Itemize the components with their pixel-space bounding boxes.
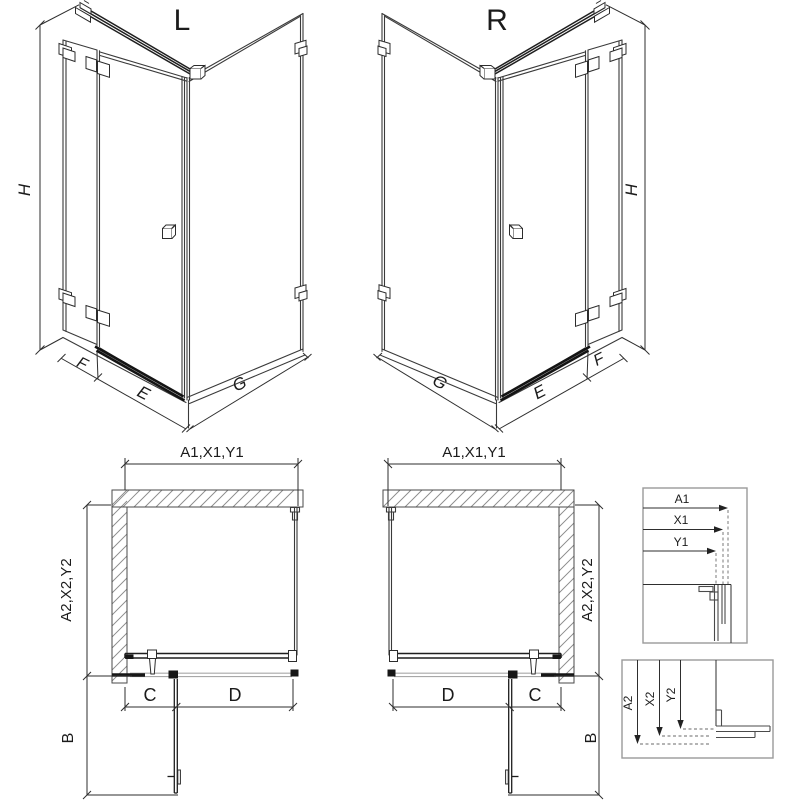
height-dim-label-right: H xyxy=(622,183,641,197)
plan-right-width-label: A1,X1,Y1 xyxy=(442,444,506,461)
plan-left-d-label: D xyxy=(228,685,242,705)
detail-x2-label: X2 xyxy=(643,691,657,707)
side-panel-dim-label-right: G xyxy=(429,370,451,394)
view-right-title: R xyxy=(486,4,508,37)
plan-view-right xyxy=(383,444,603,799)
plan-left-width-label: A1,X1,Y1 xyxy=(180,444,244,461)
detail-y1-label: Y1 xyxy=(673,535,689,549)
iso-view-right xyxy=(374,1,650,433)
wall-hatching-top-right xyxy=(383,490,565,507)
view-left-title: L xyxy=(173,4,191,37)
door-dim-label-left: E xyxy=(134,382,153,405)
detail-box-depth xyxy=(621,660,773,758)
fixed-panel-dim-label-right: F xyxy=(590,350,608,370)
plan-view-left xyxy=(58,444,303,799)
height-dim-label-left: H xyxy=(15,183,34,197)
detail-a1-label: A1 xyxy=(674,492,690,506)
wall-hatching-side-left xyxy=(112,490,127,681)
plan-left-c-label: C xyxy=(143,685,157,705)
detail-x1-label: X1 xyxy=(673,513,689,527)
plan-right-c-label: C xyxy=(528,685,542,705)
detail-a2-label: A2 xyxy=(621,695,635,711)
detail-y2-label: Y2 xyxy=(664,687,678,703)
fixed-panel-dim-label-left: F xyxy=(73,354,91,374)
plan-right-depth-label: A2,X2,Y2 xyxy=(579,558,596,622)
detail-box-width xyxy=(643,488,747,643)
plan-right-d-label: D xyxy=(441,685,455,705)
door-dim-label-right: E xyxy=(530,381,549,404)
wall-hatching-top-left xyxy=(112,490,294,507)
plan-left-depth-label: A2,X2,Y2 xyxy=(58,558,75,622)
iso-view-left xyxy=(15,1,312,433)
wall-hatching-side-right xyxy=(559,490,574,681)
plan-left-b-label: B xyxy=(60,732,77,744)
plan-right-b-label: B xyxy=(583,732,600,744)
side-panel-dim-label-left: G xyxy=(229,372,250,396)
